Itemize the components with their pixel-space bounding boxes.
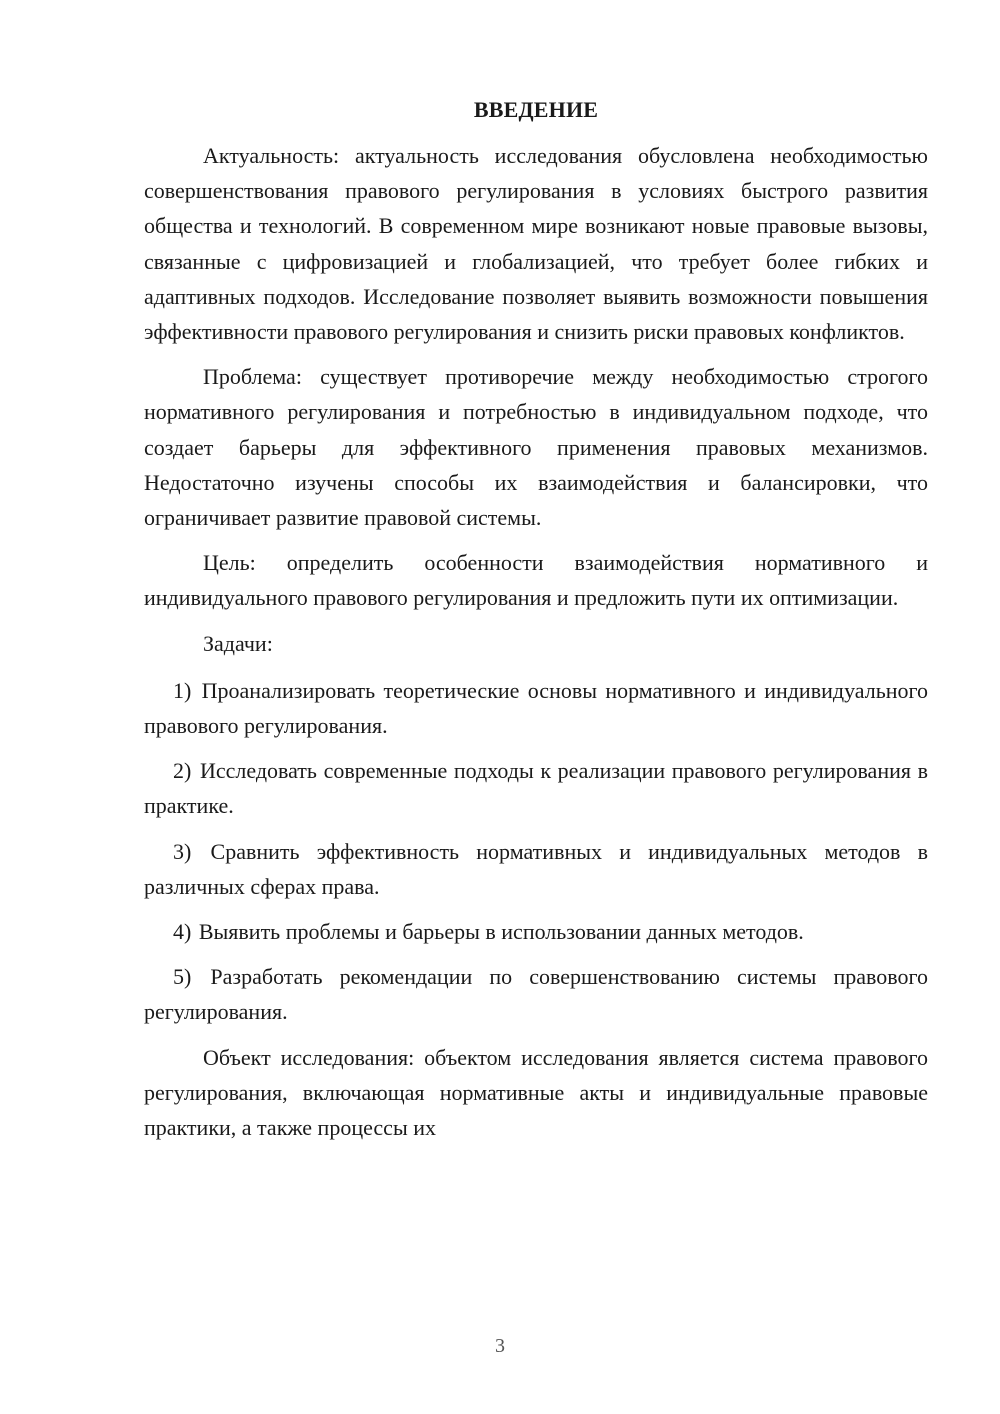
task-item <box>144 834 928 904</box>
task-number: 1) <box>173 677 192 703</box>
document-page <box>144 94 928 1155</box>
task-text: Исследовать современные подходы к реализации правового регулирования в практике. <box>144 758 928 819</box>
paragraph-goal: Цель: определить особенности взаимодействия нормативного и индивидуального правового регулирования и предложить пути их оптимизации. <box>144 550 928 611</box>
task-text: Проанализировать теоретические основы нормативного и индивидуального правового регулирования. <box>144 677 928 739</box>
paragraph-relevance: Актуальность: актуальность исследования обусловлена необходимостью совершенствования правового регулирования в условиях быстрого развития общества и технологий. В современном мире возникают новые правовые вызовы, связанные с цифровизацией и глобализацией, что требует более гибких и адаптивных подходов. Исследование позволяет выявить возможности повышения эффективности правового регулирования и снизить риски правовых конфликтов. <box>144 143 928 345</box>
task-text: Разработать рекомендации по совершенствованию системы правового регулирования. <box>144 964 928 1025</box>
task-number: 5) <box>173 964 192 990</box>
task-number: 4) <box>173 919 192 945</box>
task-list <box>144 673 928 1030</box>
task-number: 2) <box>173 758 192 784</box>
page-title: ВВЕДЕНИЕ <box>473 97 599 122</box>
paragraph-object: Объект исследования: объектом исследования является система правового регулирования, включающая нормативные акты и индивидуальные правовые практики, а также процессы их <box>144 1044 928 1141</box>
task-item <box>144 959 928 1029</box>
task-item <box>144 673 928 743</box>
task-number: 3) <box>173 838 192 864</box>
task-item <box>144 753 928 823</box>
tasks-heading: Задачи: <box>203 630 273 656</box>
page-number: 3 <box>495 1335 505 1357</box>
task-text: Сравнить эффективность нормативных и индивидуальных методов в различных сферах права. <box>144 838 928 899</box>
task-text: Выявить проблемы и барьеры в использовании данных методов. <box>198 919 804 945</box>
task-item <box>144 914 928 949</box>
paragraph-problem: Проблема: существует противоречие между необходимостью строгого нормативного регулирования и потребностью в индивидуальном подходе, что создает барьеры для эффективного применения правовых механизмов. Недостаточно изучены способы их взаимодействия и балансировки, что ограничивает развитие правовой системы. <box>144 364 928 531</box>
